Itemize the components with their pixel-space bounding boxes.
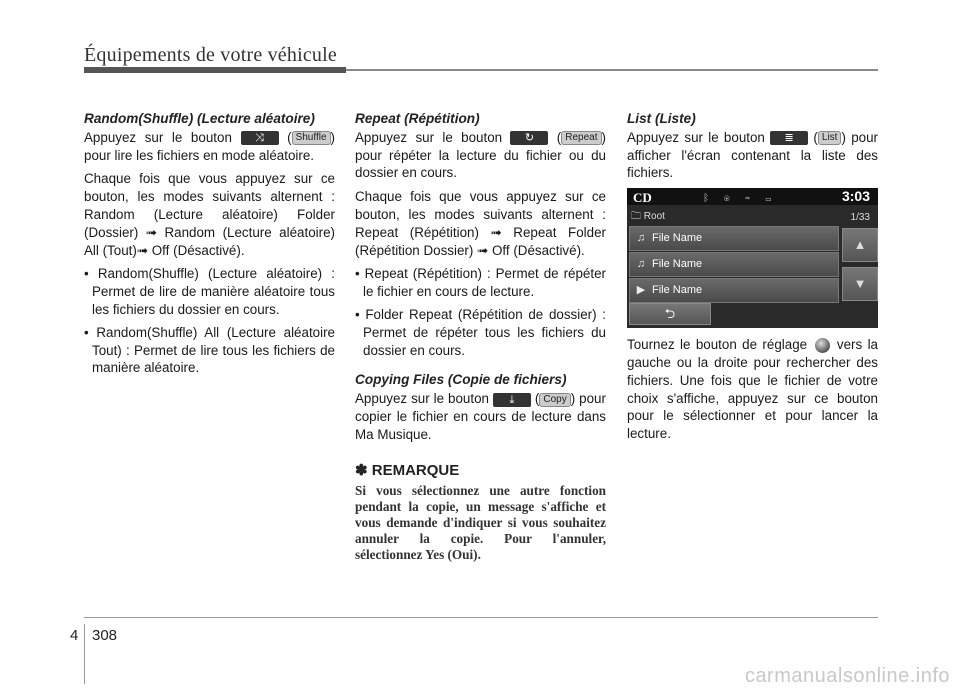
play-icon: ▶ bbox=[636, 284, 646, 297]
tune-knob-icon bbox=[815, 338, 830, 353]
footer-rule bbox=[84, 617, 878, 618]
scroll-down-button[interactable] bbox=[842, 267, 878, 301]
screen-clock: 3:03 bbox=[841, 188, 870, 205]
repeat-paragraph-1: Appuyez sur le bouton ↻ ( Repeat ) pour répéter la lecture du fichier ou du dossier en cours. bbox=[355, 129, 606, 181]
list-paragraph-1: Appuyez sur le bouton ≣ ( List ) pour afficher l'écran contenant la liste des fichiers. bbox=[627, 129, 878, 181]
repeat-button-label: Repeat bbox=[561, 131, 601, 145]
list-paragraph-2: Tournez le bouton de réglage vers la gauche ou la droite pour rechercher des fichiers. Une fois que le fichier de votre choix s'affiche, appuyez sur ce bouton pour le sélectionner et pour lancer la lecture. bbox=[627, 337, 878, 442]
column-shuffle bbox=[84, 110, 335, 382]
section-title-list: List (Liste) bbox=[627, 111, 696, 126]
music-note-icon: ♫ bbox=[636, 232, 646, 245]
file-list-screen bbox=[627, 188, 878, 328]
shuffle-icon: ⤨ bbox=[241, 131, 279, 145]
repeat-bullet-2: • Folder Repeat (Répétition de dossier) : Permet de répéter tous les fichiers du dossier en cours. bbox=[355, 306, 606, 358]
column-repeat bbox=[355, 110, 606, 563]
music-note-icon: ♫ bbox=[636, 258, 646, 271]
page-header-title: Équipements de votre véhicule bbox=[84, 44, 337, 66]
shuffle-button-label: Shuffle bbox=[292, 131, 331, 145]
scroll-up-button[interactable] bbox=[842, 228, 878, 262]
repeat-icon: ↻ bbox=[510, 131, 548, 145]
file-list-item[interactable]: ♫ File Name bbox=[629, 226, 839, 251]
shuffle-bullet-2: • Random(Shuffle) All (Lecture aléatoire Tout) : Permet de lire tous les fichiers de manière aléatoire. bbox=[84, 324, 335, 376]
chapter-number: 4 bbox=[70, 627, 79, 644]
file-list-item[interactable]: ▶ File Name bbox=[629, 278, 839, 303]
note-title: ✽ REMARQUE bbox=[355, 461, 460, 479]
file-list-item[interactable]: ♫ File Name bbox=[629, 252, 839, 277]
page-number: 308 bbox=[92, 627, 118, 644]
footer-divider bbox=[84, 624, 85, 684]
copy-icon: ⤓ bbox=[493, 393, 531, 407]
copy-button-label: Copy bbox=[539, 393, 570, 407]
shuffle-paragraph-1: Appuyez sur le bouton ⤨ ( Shuffle ) pour lire les fichiers en mode aléatoire. bbox=[84, 129, 335, 163]
triangle-up-icon: ▲ bbox=[853, 237, 867, 253]
screen-page-indicator: 1/33 bbox=[850, 212, 870, 224]
bluetooth-icon: ᛒ ◉ ⇋ ▭ bbox=[703, 193, 778, 205]
folder-icon: 🗀 bbox=[631, 211, 641, 223]
column-list bbox=[627, 110, 878, 449]
watermark: carmanualsonline.info bbox=[744, 665, 950, 687]
repeat-bullet-1: • Repeat (Répétition) : Permet de répéter le fichier en cours de lecture. bbox=[355, 266, 606, 300]
repeat-paragraph-2: Chaque fois que vous appuyez sur ce bouton, les modes suivants alternent : Repeat (Répétition) ➟ Repeat Folder (Répétition Dossier) ➟ Off (Désactivé). bbox=[355, 189, 606, 258]
back-arrow-icon: ⮌ bbox=[664, 306, 676, 322]
shuffle-bullet-1: • Random(Shuffle) (Lecture aléatoire) : Permet de lire de manière aléatoire tous les fichiers du dossier en cours. bbox=[84, 266, 335, 317]
shuffle-paragraph-2: Chaque fois que vous appuyez sur ce bouton, les modes suivants alternent : Random (Lecture aléatoire) Folder (Dossier) ➟ Random (Lecture aléatoire) All (Tout)➟ Off (Désactivé). bbox=[84, 171, 335, 258]
section-title-copy: Copying Files (Copie de fichiers) bbox=[355, 372, 567, 388]
section-title-repeat: Repeat (Répétition) bbox=[355, 111, 480, 126]
list-button-label: List bbox=[818, 131, 842, 145]
list-icon: ≣ bbox=[770, 131, 808, 145]
copy-paragraph: Appuyez sur le bouton ⤓ ( Copy ) pour copier le fichier en cours de lecture dans Ma Musique. bbox=[355, 391, 606, 442]
screen-folder-path: 🗀 Root bbox=[631, 211, 665, 223]
header-rule bbox=[346, 69, 878, 71]
screen-source-label: CD bbox=[633, 190, 652, 206]
section-title-shuffle: Random(Shuffle) (Lecture aléatoire) bbox=[84, 111, 315, 126]
back-button[interactable] bbox=[629, 303, 711, 325]
triangle-down-icon: ▼ bbox=[853, 276, 867, 292]
note-body: Si vous sélectionnez une autre fonction pendant la copie, un message s'affiche et vous demande d'indiquer si vous souhaitez annuler la copie. Pour l'annuler, sélectionnez Yes (Oui). bbox=[355, 483, 606, 563]
header-bar bbox=[84, 67, 346, 73]
